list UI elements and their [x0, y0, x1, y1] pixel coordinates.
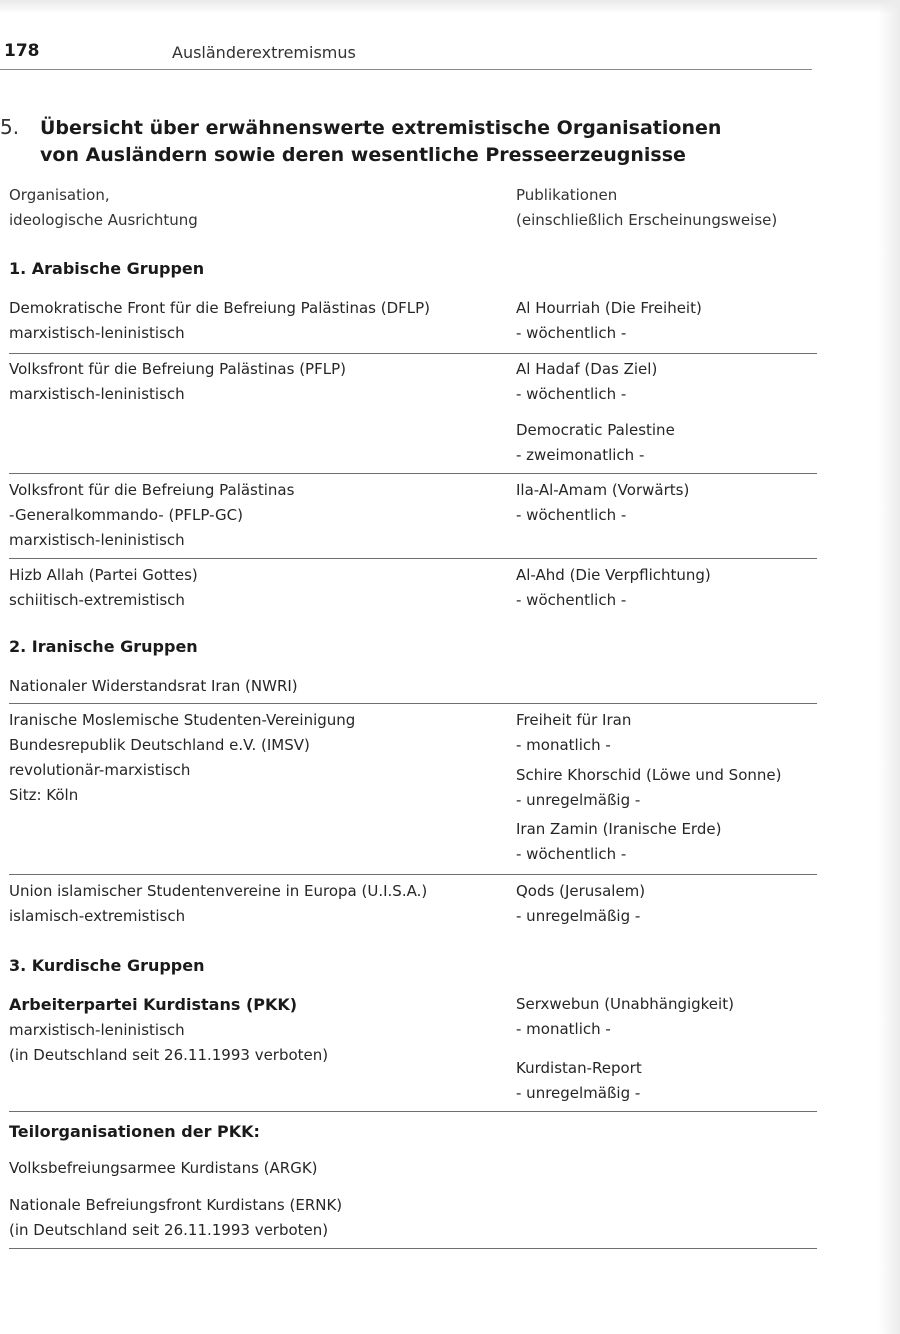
sub-heading-pkk-suborganisations: Teilorganisationen der PKK: — [9, 1122, 260, 1141]
publication-qods: Qods (Jerusalem) - unregelmäßig - — [516, 882, 646, 925]
row-divider — [9, 558, 817, 559]
section-heading: Übersicht über erwähnenswerte extremistische Organisationen von Ausländern sowie deren wesentliche Presseerzeugnisse — [40, 117, 722, 166]
group-heading-arab: 1. Arabische Gruppen — [9, 259, 205, 278]
organisation-pflp: Volksfront für die Befreiung Palästinas (PFLP) marxistisch-leninistisch — [9, 360, 346, 403]
publication-al-ahd: Al-Ahd (Die Verpflichtung) - wöchentlich - — [516, 566, 711, 609]
section-number: 5. — [0, 115, 20, 139]
organisation-uisa: Union islamischer Studentenvereine in Europa (U.I.S.A.) islamisch-extremistisch — [9, 882, 428, 925]
organisation-pkk-details: marxistisch-leninistisch (in Deutschland seit 26.11.1993 verboten) — [9, 1021, 329, 1064]
publication-kurdistan-report: Kurdistan-Report - unregelmäßig - — [516, 1059, 642, 1102]
publication-al-hadaf: Al Hadaf (Das Ziel) - wöchentlich - — [516, 360, 658, 403]
organisation-pkk-name: Arbeiterpartei Kurdistans (PKK) — [9, 995, 298, 1014]
row-divider — [9, 473, 817, 474]
organisation-imsv: Iranische Moslemische Studenten-Vereinigung Bundesrepublik Deutschland e.V. (IMSV) revolutionär-marxistisch Sitz: Köln — [9, 711, 356, 804]
page-number: 178 — [4, 41, 40, 61]
organisation-ernk: Nationale Befreiungsfront Kurdistans (ERNK) (in Deutschland seit 26.11.1993 verboten) — [9, 1196, 343, 1239]
scan-right-shadow — [878, 0, 900, 1334]
group-heading-iran: 2. Iranische Gruppen — [9, 637, 198, 656]
row-divider — [9, 353, 817, 354]
publication-iran-zamin: Iran Zamin (Iranische Erde) - wöchentlich - — [516, 820, 722, 863]
row-divider — [9, 1248, 817, 1249]
publication-freiheit-fuer-iran: Freiheit für Iran - monatlich - — [516, 711, 632, 754]
publication-al-hourriah: Al Hourriah (Die Freiheit) - wöchentlich - — [516, 299, 702, 342]
publication-ila-al-amam: Ila-Al-Amam (Vorwärts) - wöchentlich - — [516, 481, 690, 524]
group-heading-kurd: 3. Kurdische Gruppen — [9, 956, 205, 975]
organisation-hizb-allah: Hizb Allah (Partei Gottes) schiitisch-extremistisch — [9, 566, 198, 609]
publication-schire-khorschid: Schire Khorschid (Löwe und Sonne) - unregelmäßig - — [516, 766, 782, 809]
column-heading-publications: Publikationen (einschließlich Erscheinungsweise) — [516, 186, 778, 229]
column-heading-organisation: Organisation, ideologische Ausrichtung — [9, 186, 198, 229]
organisation-dflp: Demokratische Front für die Befreiung Palästinas (DFLP) marxistisch-leninistisch — [9, 299, 431, 342]
row-divider — [9, 703, 817, 704]
organisation-nwri: Nationaler Widerstandsrat Iran (NWRI) — [9, 677, 298, 695]
scan-top-shadow — [0, 0, 900, 14]
organisation-pflp-gc: Volksfront für die Befreiung Palästinas -Generalkommando- (PFLP-GC) marxistisch-leninistisch — [9, 481, 295, 549]
publication-democratic-palestine: Democratic Palestine - zweimonatlich - — [516, 421, 675, 464]
header-rule — [0, 69, 812, 70]
organisation-argk: Volksbefreiungsarmee Kurdistans (ARGK) — [9, 1159, 318, 1177]
row-divider — [9, 1111, 817, 1112]
running-title: Ausländerextremismus — [172, 43, 356, 62]
publication-serxwebun: Serxwebun (Unabhängigkeit) - monatlich - — [516, 995, 734, 1038]
row-divider — [9, 874, 817, 875]
